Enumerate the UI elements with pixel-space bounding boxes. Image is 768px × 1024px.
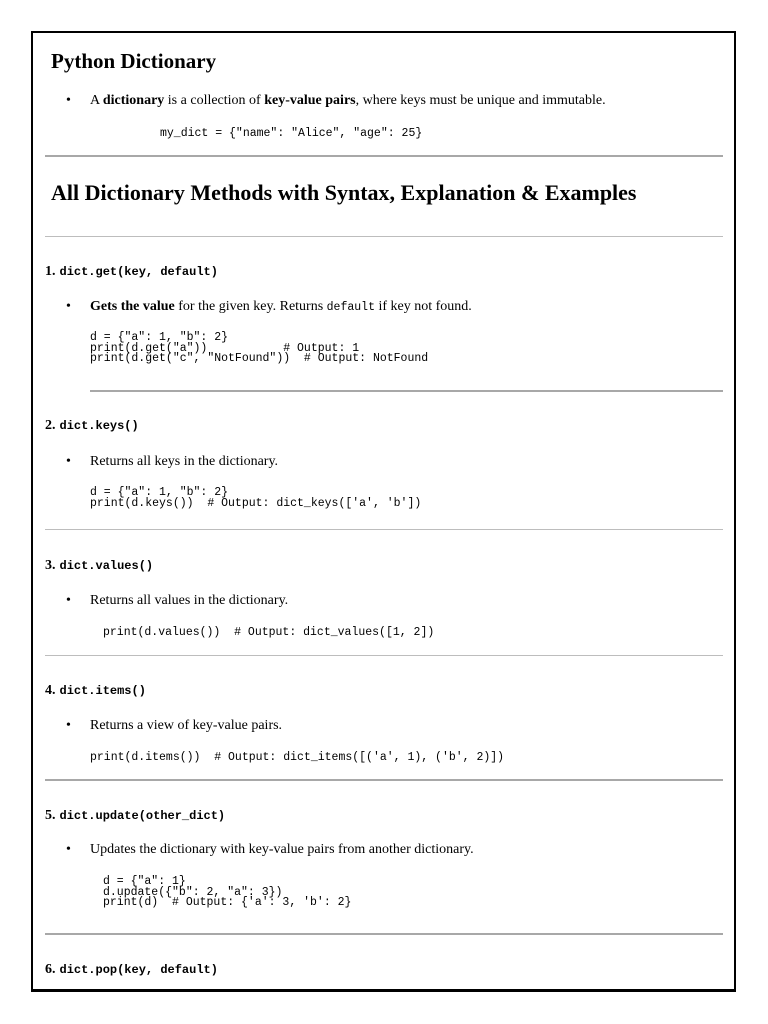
intro-code: my_dict = {"name": "Alice", "age": 25} <box>160 127 423 140</box>
method-heading: 1. dict.get(key, default) <box>45 264 218 279</box>
method-heading: 3. dict.values() <box>45 558 154 573</box>
method-description: Returns a view of key-value pairs. <box>90 718 283 733</box>
bullet-dot: • <box>66 299 71 314</box>
method-heading: 2. dict.keys() <box>45 418 139 433</box>
divider <box>45 236 723 237</box>
code-block: print(d.values()) # Output: dict_values([1, 2]) <box>103 626 435 639</box>
section-title: All Dictionary Methods with Syntax, Explanation & Examples <box>51 180 637 205</box>
divider <box>45 529 723 530</box>
method-description: Returns all values in the dictionary. <box>90 593 289 608</box>
bullet-dot: • <box>66 842 71 857</box>
divider <box>90 390 723 392</box>
bullet-dot: • <box>66 718 71 733</box>
intro-text: A dictionary is a collection of key-value pairs, where keys must be unique and immutable. <box>90 93 606 108</box>
code-block: print(d.items()) # Output: dict_items([('a', 1), ('b', 2)]) <box>90 751 505 764</box>
bullet-dot: • <box>66 454 71 469</box>
bullet-dot: • <box>66 93 71 108</box>
divider <box>45 933 723 935</box>
code-block: d = {"a": 1, "b": 2} print(d.get("a")) # Output: 1 print(d.get("c", "NotFound")) # Output: NotFound <box>90 331 429 365</box>
code-block: d = {"a": 1, "b": 2} print(d.keys()) # Output: dict_keys(['a', 'b']) <box>90 486 422 510</box>
divider <box>45 655 723 656</box>
method-heading: 5. dict.update(other_dict) <box>45 808 226 823</box>
divider <box>45 155 723 157</box>
page-title: Python Dictionary <box>51 49 217 73</box>
method-description: Gets the value for the given key. Returns default if key not found. <box>90 299 472 314</box>
method-description: Updates the dictionary with key-value pairs from another dictionary. <box>90 842 474 857</box>
method-heading: 4. dict.items() <box>45 683 146 698</box>
code-block: d = {"a": 1} d.update({"b": 2, "a": 3}) print(d) # Output: {'a': 3, 'b': 2} <box>103 875 352 909</box>
divider <box>45 779 723 781</box>
method-description: Returns all keys in the dictionary. <box>90 454 279 469</box>
method-heading: 6. dict.pop(key, default) <box>45 962 218 977</box>
bullet-dot: • <box>66 593 71 608</box>
